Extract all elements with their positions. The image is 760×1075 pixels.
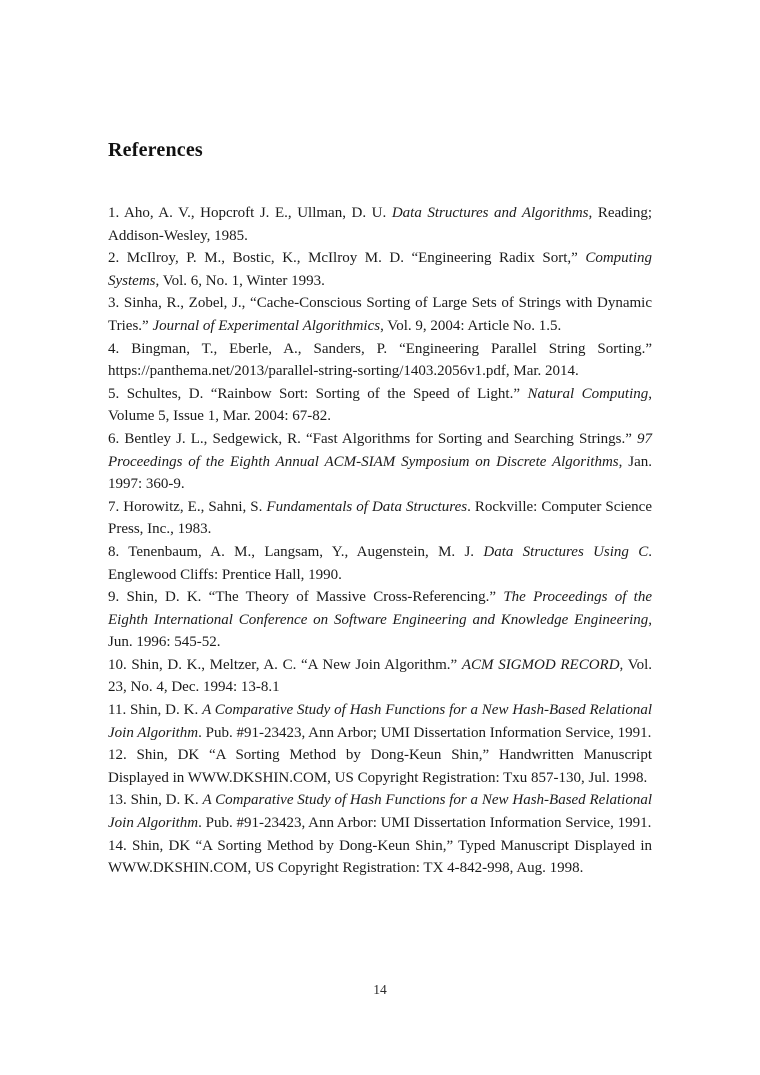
reference-title-italic: Fundamentals of Data Structures <box>266 498 468 515</box>
reference-title-italic: A Comparative Study of Hash Functions for a New Hash-Based Relational Join Algorithm <box>108 792 652 832</box>
reference-text: , Vol. 9, 2004: Article No. 1.5. <box>380 317 562 334</box>
reference-list <box>108 202 652 880</box>
reference-title-italic: Data Structures and Algorithms <box>391 205 589 221</box>
reference-text: . Pub. #91-23423, Ann Arbor; UMI Dissertation Information Service, 1991. <box>198 724 652 741</box>
reference-title-italic: Computing Systems <box>108 250 652 289</box>
reference-title-italic: Data Structures Using C <box>483 543 649 560</box>
reference-item <box>108 202 652 247</box>
reference-text: , Reading; Addison-Wesley, 1985. <box>108 205 652 244</box>
references-heading: References <box>108 139 203 161</box>
reference-text: 14. Shin, DK “A Sorting Method by Dong-Keun Shin,” Typed Manuscript Displayed in WWW.DKSHIN.COM, US Copyright Registration: TX 4-842-998, Aug. 1998. <box>108 837 652 877</box>
reference-text: . Pub. #91-23423, Ann Arbor: UMI Dissertation Information Service, 1991. <box>198 815 652 832</box>
reference-title-italic: A Comparative Study of Hash Functions for a New Hash-Based Relational Join Algorithm <box>108 702 653 741</box>
reference-item <box>108 654 652 699</box>
reference-text: , Vol. 6, No. 1, Winter 1993. <box>155 272 325 289</box>
reference-item <box>108 338 652 383</box>
reference-text: 5. Schultes, D. “Rainbow Sort: Sorting of the Speed of Light.” <box>108 385 528 402</box>
reference-text: . Englewood Cliffs: Prentice Hall, 1990. <box>108 543 652 583</box>
reference-text: 10. Shin, D. K., Meltzer, A. C. “A New Join Algorithm.” <box>108 656 462 673</box>
reference-title-italic: Natural Computing <box>527 385 649 402</box>
reference-text: 2. McIlroy, P. M., Bostic, K., McIlroy M. D. “Engineering Radix Sort,” <box>108 250 586 267</box>
reference-item <box>108 383 652 428</box>
reference-item <box>108 247 652 292</box>
reference-text: 7. Horowitz, E., Sahni, S. <box>108 498 267 515</box>
reference-text: , Vol. 23, No. 4, Dec. 1994: 13-8.1 <box>108 656 653 696</box>
reference-item <box>108 835 652 880</box>
reference-text: . Rockville: Computer Science Press, Inc., 1983. <box>108 498 653 538</box>
reference-text: , Jan. 1997: 360-9. <box>108 453 653 493</box>
reference-item <box>108 541 652 586</box>
reference-text: 4. Bingman, T., Eberle, A., Sanders, P. “Engineering Parallel String Sorting.” https://panthema.net/2013/parallel-string-sorting/1403.2056v1.pdf, Mar. 2014. <box>108 340 652 380</box>
reference-text: 9. Shin, D. K. “The Theory of Massive Cross-Referencing.” <box>108 589 504 606</box>
reference-text: 3. Sinha, R., Zobel, J., “Cache-Conscious Sorting of Large Sets of Strings with Dynamic Tries.” <box>108 295 652 334</box>
reference-item <box>108 496 652 541</box>
reference-title-italic: Journal of Experimental Algorithmics <box>152 317 381 334</box>
reference-text: 12. Shin, DK “A Sorting Method by Dong-Keun Shin,” Handwritten Manuscript Displayed in WWW.DKSHIN.COM, US Copyright Registration: Txu 857-130, Jul. 1998. <box>108 747 652 786</box>
reference-item <box>108 428 652 496</box>
reference-text: , Jun. 1996: 545-52. <box>108 611 652 651</box>
reference-text: 13. Shin, D. K. <box>108 792 203 809</box>
reference-text: 1. Aho, A. V., Hopcroft J. E., Ullman, D. U. <box>108 205 392 221</box>
reference-item <box>108 699 652 744</box>
reference-title-italic: 97 Proceedings of the Eighth Annual ACM-SIAM Symposium on Discrete Algorithms <box>108 430 652 470</box>
reference-text: 6. Bentley J. L., Sedgewick, R. “Fast Algorithms for Sorting and Searching Strings.” <box>108 430 637 447</box>
reference-title-italic: The Proceedings of the Eighth International Conference on Software Engineering and Knowledge Engineering <box>108 589 652 628</box>
document-page <box>108 0 652 880</box>
reference-text: 11. Shin, D. K. <box>108 702 203 719</box>
reference-text: , Volume 5, Issue 1, Mar. 2004: 67-82. <box>108 385 652 425</box>
reference-text: 8. Tenenbaum, A. M., Langsam, Y., Augenstein, M. J. <box>108 543 484 560</box>
reference-item <box>108 292 652 337</box>
reference-item <box>108 789 652 834</box>
reference-title-italic: ACM SIGMOD RECORD <box>461 656 620 673</box>
reference-item <box>108 744 652 789</box>
page-number: 14 <box>373 982 387 997</box>
reference-item <box>108 586 652 654</box>
